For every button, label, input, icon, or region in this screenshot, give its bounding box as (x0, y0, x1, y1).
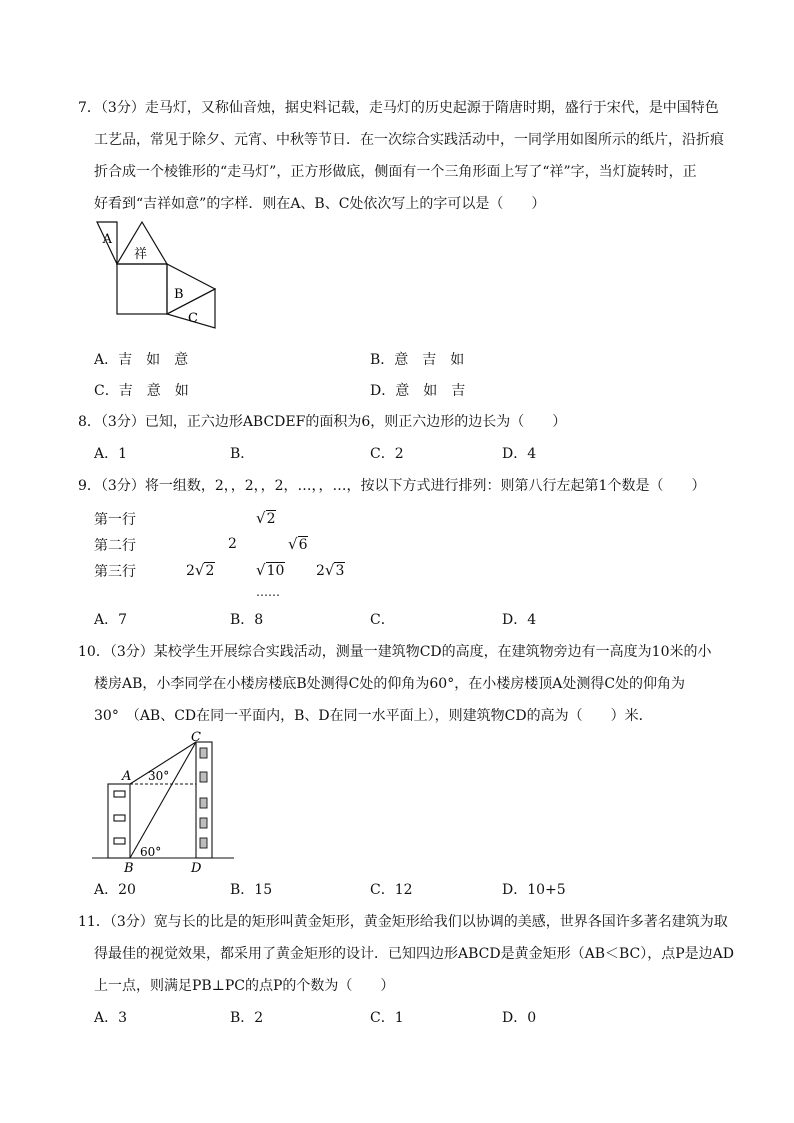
q7-fig-label-a: A (102, 232, 112, 247)
q11-line-2: 得最佳的视觉效果，都采用了黄金矩形的设计．已知四边形ABCD是黄金矩形（AB＜BC），点P是边AD (94, 946, 735, 962)
q7-option-d[interactable]: D．意 如 吉 (370, 383, 466, 399)
q7-line-4: 好看到“吉祥如意”的字样．则在A、B、C处依次写上的字可以是（ ） (94, 196, 546, 212)
q11-line-1: 11．（3分）宽与长的比是的矩形叫黄金矩形，黄金矩形给我们以协调的美感，世界各国许多著名建筑为取 (78, 914, 728, 930)
q7-option-a[interactable]: A．吉 如 意 (94, 352, 189, 368)
q9-row-3-label: 第三行 (94, 564, 136, 580)
q9-option-c[interactable]: C． (370, 612, 395, 628)
q10-line-3: 30° （AB、CD在同一平面内，B、D在同一水平面上），则建筑物CD的高为（ ）米． (94, 708, 653, 724)
q8-option-b[interactable]: B． (230, 446, 255, 462)
q9-row-1-cell-1: √2 (256, 509, 276, 527)
q9-row-1-label: 第一行 (94, 512, 136, 528)
q10-fig-label-angle-b: 60° (140, 845, 162, 859)
q9-option-a[interactable]: A．7 (94, 612, 128, 628)
q8-option-d[interactable]: D．4 (502, 446, 537, 462)
q8-option-c[interactable]: C．2 (370, 446, 404, 462)
q9-row-3-cell-2: √10 (256, 561, 285, 579)
q7-option-b[interactable]: B．意 吉 如 (370, 352, 465, 368)
q7-fig-label-xiang: 祥 (134, 247, 148, 262)
q10-fig-label-c: C (191, 730, 201, 745)
q10-option-d[interactable]: D．10+5 (502, 882, 566, 898)
q7-line-1: 7．（3分）走马灯，又称仙音烛，据史料记载，走马灯的历史起源于隋唐时期，盛行于宋代，是中国特色 (78, 100, 719, 116)
q11-option-c[interactable]: C．1 (370, 1010, 404, 1026)
q9-ellipsis: …… (256, 585, 280, 599)
q9-row-3-cell-3: 2√3 (316, 561, 345, 579)
q9-row-2-label: 第二行 (94, 538, 136, 554)
q10-fig-label-a: A (122, 769, 132, 784)
q7-fig-label-c: C (188, 311, 198, 326)
q9-row-3-cell-1: 2√2 (186, 561, 215, 579)
q9-row-2-cell-1: 2 (228, 536, 237, 552)
q11-option-d[interactable]: D．0 (502, 1010, 537, 1026)
q7-line-3: 折合成一个棱锥形的“走马灯”，正方形做底，侧面有一个三角形面上写了“祥”字，当灯旋转时，正 (94, 164, 697, 180)
q7-line-2: 工艺品，常见于除夕、元宵、中秋等节日．在一次综合实践活动中，一同学用如图所示的纸片，沿折痕 (94, 132, 724, 148)
q7-net-figure (90, 218, 230, 340)
q10-option-a[interactable]: A．20 (94, 882, 136, 898)
q10-option-b[interactable]: B．15 (230, 882, 273, 898)
q8-option-a[interactable]: A．1 (94, 446, 128, 462)
q11-line-3: 上一点，则满足PB⊥PC的点P的个数为（ ） (94, 978, 395, 994)
q7-option-c[interactable]: C．吉 意 如 (94, 383, 189, 399)
q11-option-b[interactable]: B．2 (230, 1010, 264, 1026)
q10-fig-label-d: D (191, 861, 202, 876)
q9-option-b[interactable]: B．8 (230, 612, 264, 628)
q9-row-2-cell-2: √6 (288, 535, 308, 553)
q10-line-1: 10．（3分）某校学生开展综合实践活动，测量一建筑物CD的高度，在建筑物旁边有一高度为10米的小 (78, 644, 712, 660)
q7-fig-label-b: B (174, 287, 184, 302)
q10-line-2: 楼房AB，小李同学在小楼房楼底B处测得C处的仰角为60°，在小楼房楼顶A处测得C处的仰角为 (94, 676, 686, 692)
q11-option-a[interactable]: A．3 (94, 1010, 128, 1026)
q10-fig-label-b: B (124, 861, 134, 876)
q10-fig-label-angle-a: 30° (148, 769, 170, 783)
q8-text: 8．（3分）已知，正六边形ABCDEF的面积为6，则正六边形的边长为（ ） (78, 414, 567, 430)
q9-option-d[interactable]: D．4 (502, 612, 537, 628)
q10-option-c[interactable]: C．12 (370, 882, 413, 898)
q9-text: 9．（3分）将一组数，2，，2，，2，…，，…，按以下方式进行排列：则第八行左起第1个数是（ ） (78, 478, 706, 494)
q10-building-figure (88, 728, 238, 878)
